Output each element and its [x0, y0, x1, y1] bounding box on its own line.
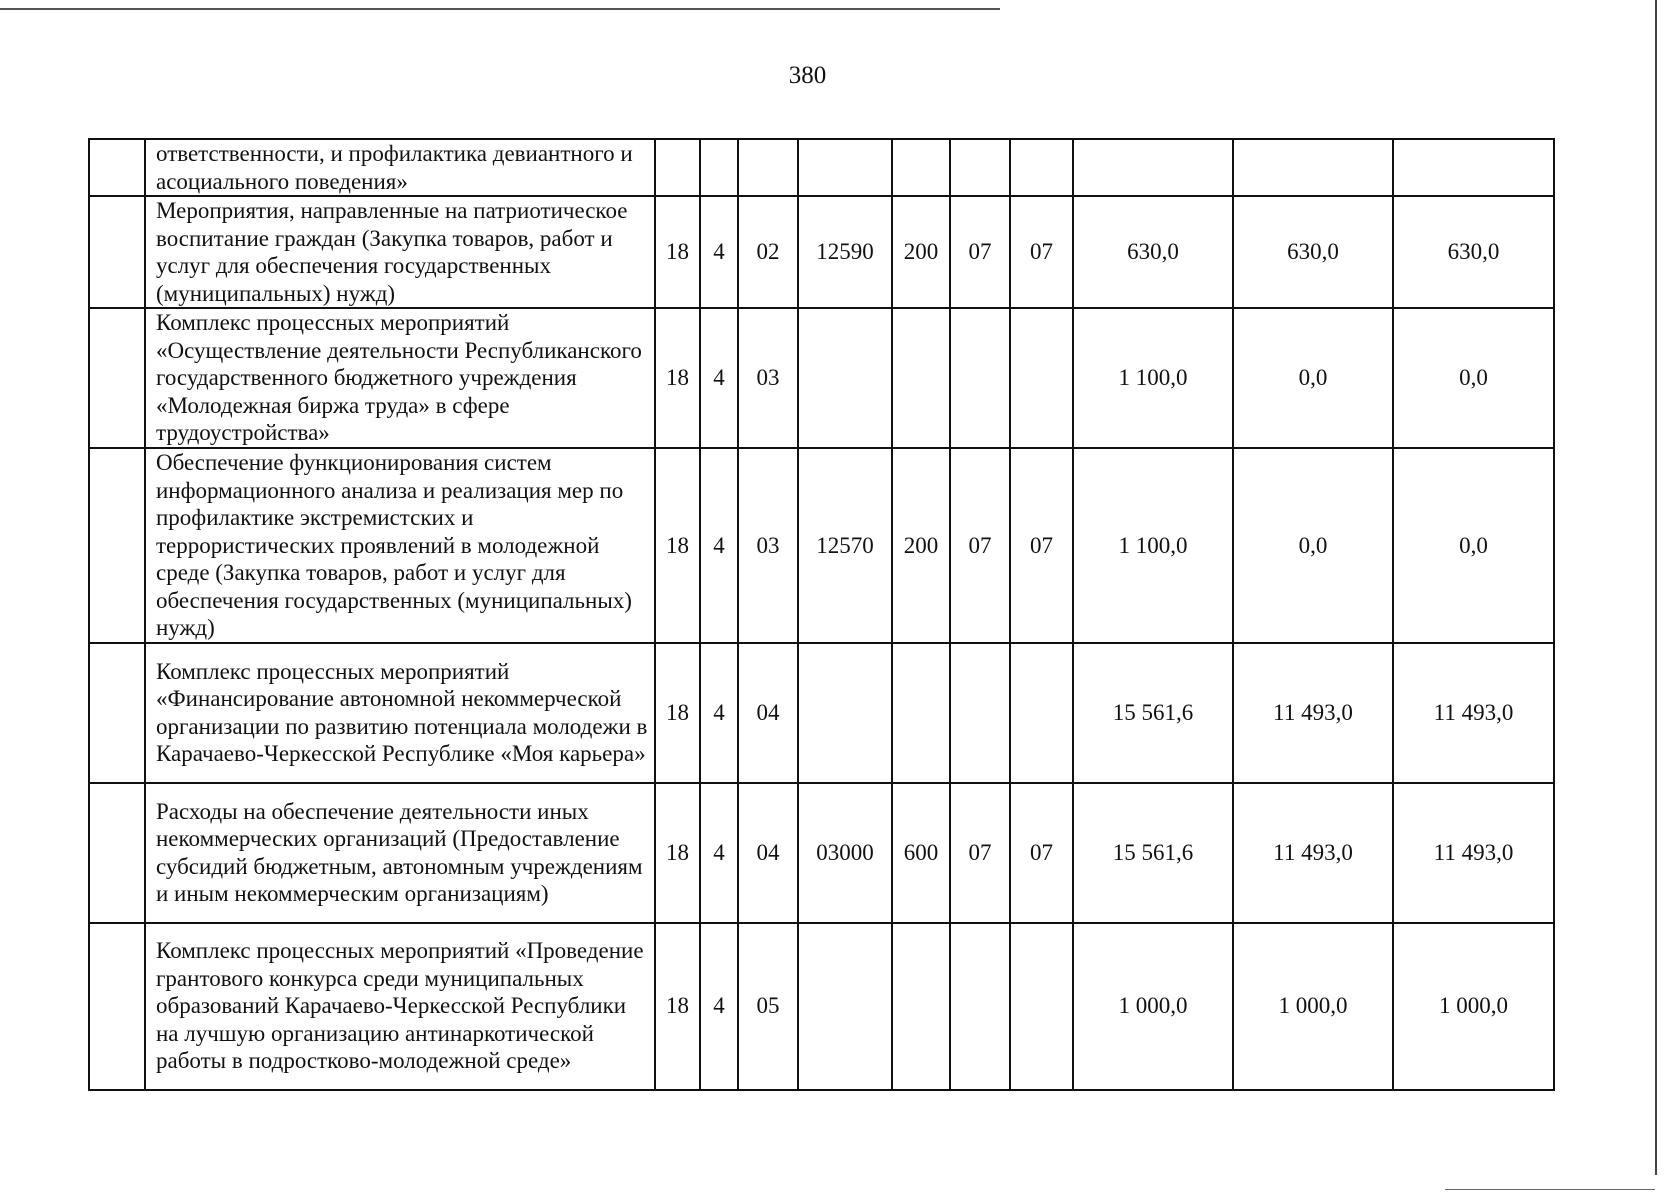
amount-year-3: 630,0 [1393, 196, 1554, 308]
amount-year-1: 1 000,0 [1073, 923, 1233, 1090]
code-cell: 03 [738, 308, 798, 448]
row-number-cell [89, 783, 145, 923]
code-cell [950, 139, 1010, 196]
code-cell: 07 [1010, 196, 1073, 308]
code-cell: 18 [655, 783, 700, 923]
code-cell: 03 [738, 448, 798, 643]
code-cell [798, 308, 892, 448]
item-name: Комплекс процессных мероприятий «Осуществление деятельности Республиканского государственного бюджетного учреждения «Молодежная биржа труда» в сфере трудоустройства» [145, 308, 655, 448]
amount-year-3: 11 493,0 [1393, 783, 1554, 923]
code-cell [950, 308, 1010, 448]
amount-year-3: 0,0 [1393, 308, 1554, 448]
code-cell: 4 [700, 448, 738, 643]
amount-year-2: 11 493,0 [1233, 783, 1393, 923]
item-name: Обеспечение функционирования систем информационного анализа и реализация мер по профилактике экстремистских и террористических проявлений в молодежной среде (Закупка товаров, работ и услуг для обеспечения государственных (муниципальных) нужд) [145, 448, 655, 643]
code-cell: 600 [892, 783, 950, 923]
scan-edge-top [0, 8, 1000, 10]
table-row [89, 448, 1554, 643]
page-number: 380 [788, 62, 827, 89]
code-cell [798, 923, 892, 1090]
code-cell: 12590 [798, 196, 892, 308]
code-cell [950, 923, 1010, 1090]
row-number-cell [89, 448, 145, 643]
amount-year-2: 1 000,0 [1233, 923, 1393, 1090]
code-cell: 07 [1010, 783, 1073, 923]
row-number-cell [89, 308, 145, 448]
row-number-cell [89, 139, 145, 196]
amount-year-2: 630,0 [1233, 196, 1393, 308]
code-cell: 07 [950, 783, 1010, 923]
table-row [89, 196, 1554, 308]
code-cell: 18 [655, 643, 700, 783]
code-cell: 18 [655, 448, 700, 643]
code-cell [892, 139, 950, 196]
table-row [89, 308, 1554, 448]
code-cell: 4 [700, 308, 738, 448]
code-cell: 18 [655, 196, 700, 308]
amount-year-3 [1393, 139, 1554, 196]
amount-year-2 [1233, 139, 1393, 196]
code-cell: 07 [950, 196, 1010, 308]
table-row [89, 923, 1554, 1090]
amount-year-2: 0,0 [1233, 308, 1393, 448]
code-cell: 18 [655, 308, 700, 448]
code-cell: 03000 [798, 783, 892, 923]
item-name: Комплекс процессных мероприятий «Проведение грантового конкурса среди муниципальных образований Карачаево-Черкесской Республики на лучшую организацию антинаркотической работы в подростково-молодежной среде» [145, 923, 655, 1090]
code-cell [798, 139, 892, 196]
code-cell: 04 [738, 783, 798, 923]
code-cell [892, 643, 950, 783]
budget-table [88, 138, 1555, 1091]
amount-year-3: 11 493,0 [1393, 643, 1554, 783]
scan-edge-right [1655, 0, 1657, 1175]
code-cell [655, 139, 700, 196]
code-cell: 4 [700, 923, 738, 1090]
item-name: Мероприятия, направленные на патриотическое воспитание граждан (Закупка товаров, работ и услуг для обеспечения государственных (муниципальных) нужд) [145, 196, 655, 308]
item-name: Комплекс процессных мероприятий «Финансирование автономной некоммерческой организации по развитию потенциала молодежи в Карачаево-Черкесской Республике «Моя карьера» [145, 643, 655, 783]
code-cell: 04 [738, 643, 798, 783]
code-cell: 02 [738, 196, 798, 308]
code-cell [1010, 643, 1073, 783]
code-cell [950, 643, 1010, 783]
amount-year-1: 1 100,0 [1073, 448, 1233, 643]
code-cell: 07 [950, 448, 1010, 643]
row-number-cell [89, 643, 145, 783]
code-cell [700, 139, 738, 196]
code-cell: 18 [655, 923, 700, 1090]
table-row [89, 783, 1554, 923]
amount-year-1: 15 561,6 [1073, 783, 1233, 923]
amount-year-1: 1 100,0 [1073, 308, 1233, 448]
scan-edge-bottom [1445, 1189, 1655, 1190]
item-name: Расходы на обеспечение деятельности иных некоммерческих организаций (Предоставление субсидий бюджетным, автономным учреждениям и иным некоммерческим организациям) [145, 783, 655, 923]
amount-year-3: 0,0 [1393, 448, 1554, 643]
code-cell: 200 [892, 448, 950, 643]
table-row [89, 139, 1554, 196]
amount-year-2: 11 493,0 [1233, 643, 1393, 783]
code-cell [798, 643, 892, 783]
amount-year-3: 1 000,0 [1393, 923, 1554, 1090]
item-name: ответственности, и профилактика девиантного и асоциального поведения» [145, 139, 655, 196]
code-cell: 12570 [798, 448, 892, 643]
row-number-cell [89, 923, 145, 1090]
table-row [89, 643, 1554, 783]
code-cell: 05 [738, 923, 798, 1090]
code-cell: 07 [1010, 448, 1073, 643]
row-number-cell [89, 196, 145, 308]
code-cell [738, 139, 798, 196]
code-cell [1010, 923, 1073, 1090]
code-cell [892, 923, 950, 1090]
code-cell [1010, 308, 1073, 448]
code-cell: 4 [700, 196, 738, 308]
code-cell [1010, 139, 1073, 196]
amount-year-1: 15 561,6 [1073, 643, 1233, 783]
amount-year-2: 0,0 [1233, 448, 1393, 643]
code-cell [892, 308, 950, 448]
code-cell: 200 [892, 196, 950, 308]
amount-year-1: 630,0 [1073, 196, 1233, 308]
code-cell: 4 [700, 783, 738, 923]
code-cell: 4 [700, 643, 738, 783]
amount-year-1 [1073, 139, 1233, 196]
